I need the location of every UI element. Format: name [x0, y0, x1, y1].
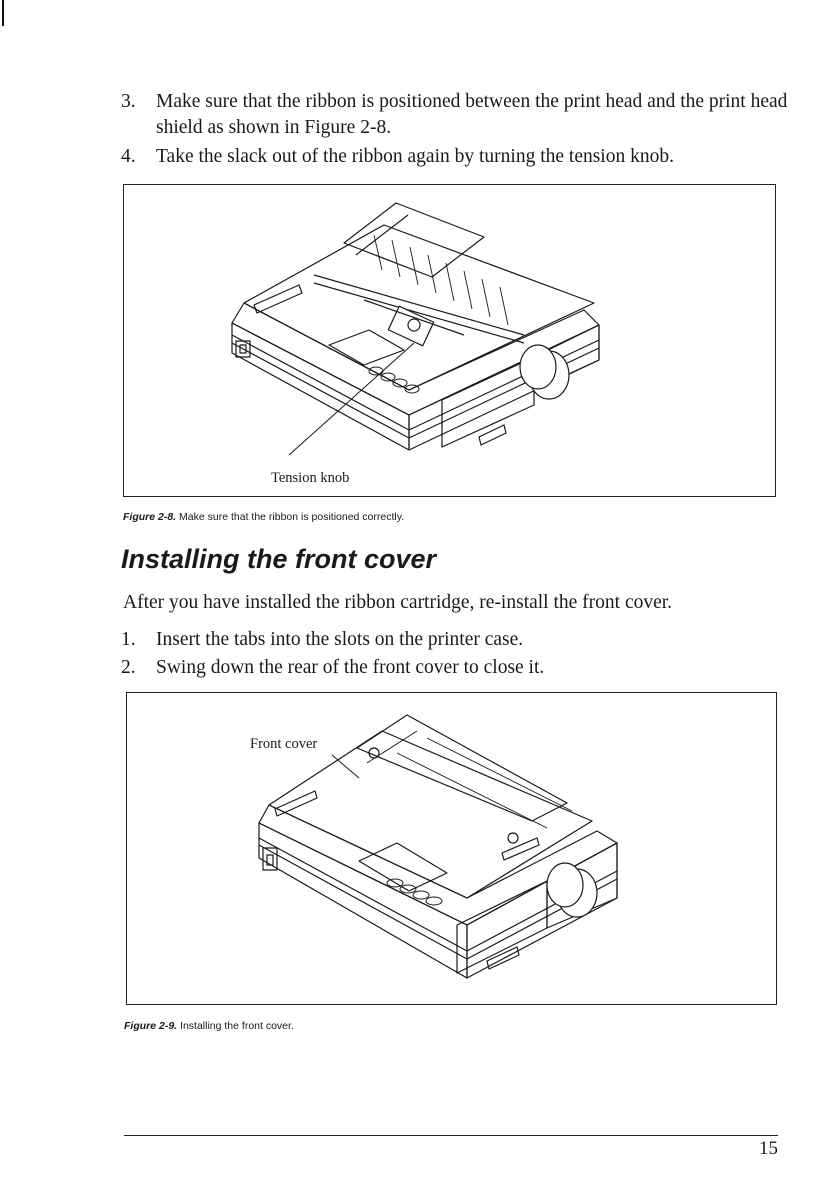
step-3-text: Make sure that the ribbon is positioned between the print head and the print head shield as shown in Figure 2-8.: [156, 91, 788, 138]
step-3-number: 3.: [121, 91, 136, 112]
printer-ribbon-illustration: [124, 185, 777, 498]
tension-knob-label: Tension knob: [271, 470, 350, 486]
figure-2-8-caption: [123, 511, 404, 523]
step-1-text: Insert the tabs into the slots on the printer case.: [156, 629, 524, 650]
step-2-number: 2.: [121, 657, 136, 678]
step-1-number: 1.: [121, 629, 136, 650]
section-intro: After you have installed the ribbon cartridge, re-install the front cover.: [123, 592, 673, 613]
figure-2-8-number: Figure 2-8.: [123, 511, 177, 523]
figure-2-9-caption: [124, 1020, 294, 1032]
page-number: 15: [759, 1138, 778, 1159]
figure-2-9-text: Installing the front cover.: [180, 1020, 294, 1032]
figure-2-8-text: Make sure that the ribbon is positioned correctly.: [179, 511, 405, 523]
footer-rule: [124, 1135, 778, 1136]
section-title: Installing the front cover: [121, 544, 437, 574]
step-4-number: 4.: [121, 146, 136, 167]
step-4-text: Take the slack out of the ribbon again by turning the tension knob.: [156, 146, 674, 167]
figure-2-8: [123, 184, 776, 497]
printer-front-cover-illustration: [127, 693, 778, 1006]
figure-2-9-number: Figure 2-9.: [124, 1020, 178, 1032]
step-2-text: Swing down the rear of the front cover to close it.: [156, 657, 545, 678]
front-cover-label: Front cover: [250, 736, 318, 752]
figure-2-9: [126, 692, 777, 1005]
scan-edge-mark: [2, 0, 4, 26]
